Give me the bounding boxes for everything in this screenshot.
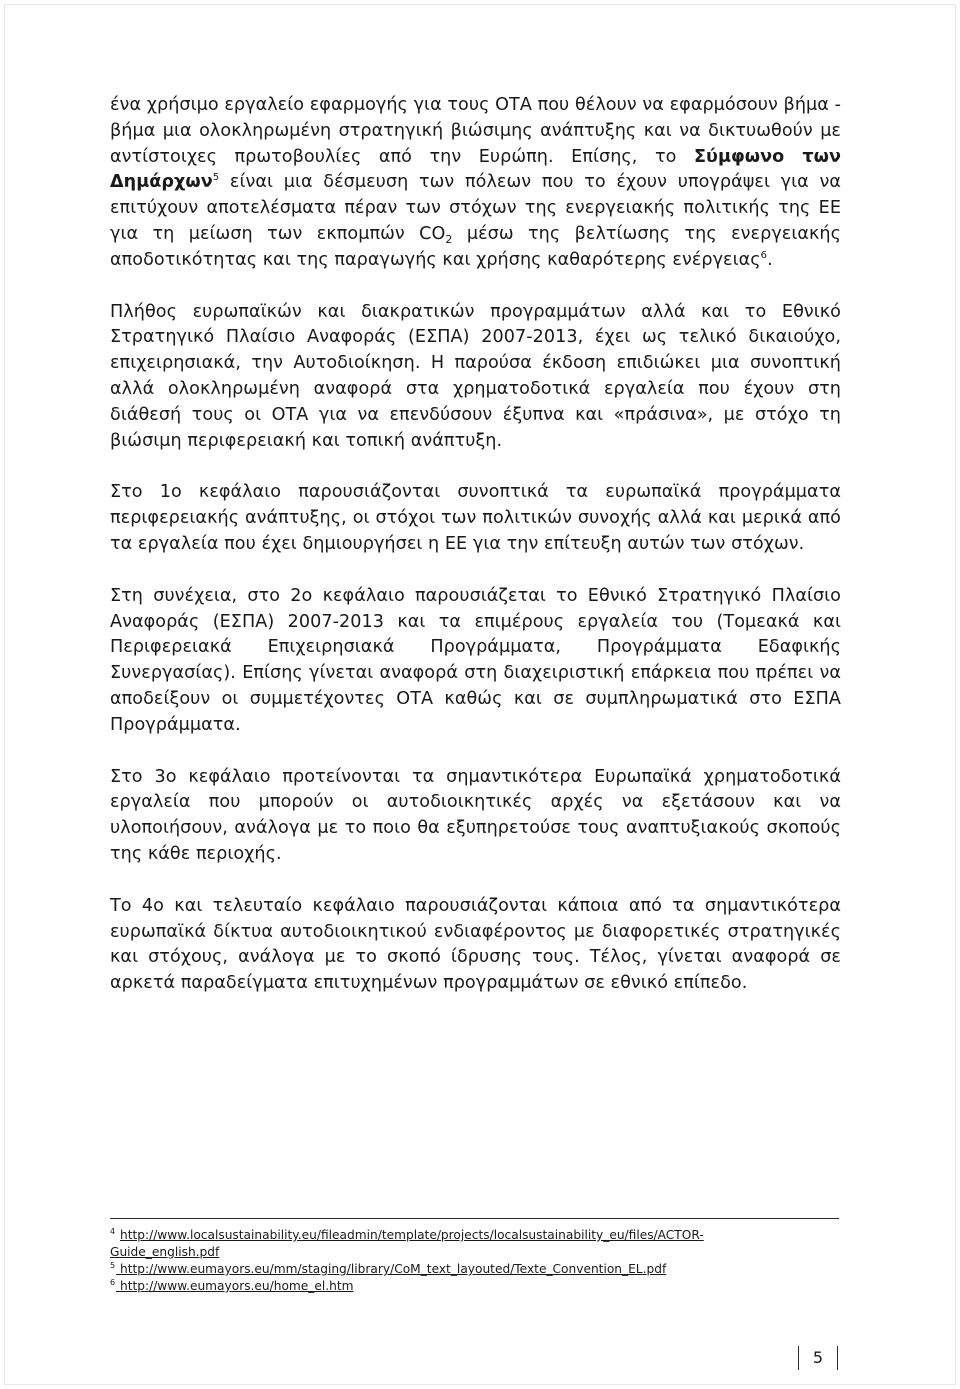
paragraph-1-text-a: ένα χρήσιμο εργαλείο εφαρμογής για τους ΟΤΑ που θέλουν να εφαρμόσουν βήμα - βήμα μια ολοκληρωμένη στρατηγική βιώσιμης ανάπτυξης και να δικτυωθούν με αντίστοιχες πρωτοβουλίες από την Ευρώπη. Επίσης, το — [110, 95, 841, 167]
paragraph-1 — [110, 93, 841, 274]
footnote-5 — [110, 1261, 810, 1278]
footnotes — [110, 1227, 810, 1295]
paragraph-1-text-d: . — [767, 249, 773, 270]
footnote-4-link[interactable]: http://www.localsustainability.eu/fileadmin/template/projects/localsustainability_eu/files/ACTOR-Guide_english.pdf — [110, 1228, 704, 1259]
paragraph-2: Πλήθος ευρωπαϊκών και διακρατικών προγραμμάτων αλλά και το Εθνικό Στρατηγικό Πλαίσιο Αναφοράς (ΕΣΠΑ) 2007-2013, έχει ως τελικό δικαιούχο, επιχειρησιακά, την Αυτοδιοίκηση. Η παρούσα έκδοση επιδιώκει μια συνοπτική αλλά ολοκληρωμένη αναφορά στα χρηματοδοτικά εργαλεία που έχουν στη διάθεσή τους οι ΟΤΑ για να επενδύσουν έξυπνα και «πράσινα», με στόχο τη βιώσιμη περιφερειακή και τοπική ανάπτυξη. — [110, 301, 841, 451]
covenant-of-mayors-term: Σύμφωνο των Δημάρχων — [110, 146, 841, 193]
paragraph-6: Το 4ο και τελευταίο κεφάλαιο παρουσιάζονται κάποια από τα σημαντικότερα ευρωπαϊκά δίκτυα αυτοδιοικητικού ενδιαφέροντος με διαφορετικές στρατηγικές και στόχους, ανάλογα με το σκοπό ίδρυσης τους. Τέλος, γίνεται αναφορά σε αρκετά παραδείγματα επιτυχημένων προγραμμάτων σε εθνικό επίπεδο. — [110, 895, 841, 994]
footnote-5-link[interactable]: http://www.eumayors.eu/mm/staging/library/CoM_text_layouted/Texte_Convention_EL.pdf — [116, 1262, 667, 1276]
paragraph-1-text-c: μέσω της βελτίωσης της ενεργειακής αποδοτικότητας και της παραγωγής και χρήσης καθαρότερης ενέργειας — [110, 223, 841, 270]
page-number: 5 — [798, 1346, 838, 1370]
co2-subscript: 2 — [445, 232, 453, 246]
footnote-separator — [110, 1218, 839, 1219]
paragraph-3: Στο 1ο κεφάλαιο παρουσιάζονται συνοπτικά τα ευρωπαϊκά προγράμματα περιφερειακής ανάπτυξης, οι στόχοι των πολιτικών συνοχής αλλά και μερικά από τα εργαλεία που έχει δημιουργήσει η ΕΕ για την επίτευξη αυτών των στόχων. — [110, 482, 841, 554]
footnote-4-number: 4 — [110, 1227, 116, 1236]
paragraph-1-text-b: είναι μια δέσμευση των πόλεων που το έχουν υπογράψει για να επιτύχουν αποτελέσματα πέραν των στόχων της ενεργειακής πολιτικής της ΕΕ για τη μείωση των εκπομπών CO — [110, 172, 841, 244]
paragraph-5: Στο 3ο κεφάλαιο προτείνονται τα σημαντικότερα Ευρωπαϊκά χρηματοδοτικά εργαλεία που μπορούν οι αυτοδιοικητικές αρχές να εξετάσουν και να υλοποιήσουν, ανάλογα με το ποιο θα εξυπηρετούσε τους αναπτυξιακούς σκοπούς της κάθε περιοχής. — [110, 766, 841, 864]
paragraph-4: Στη συνέχεια, στο 2ο κεφάλαιο παρουσιάζεται το Εθνικό Στρατηγικό Πλαίσιο Αναφοράς (ΕΣΠΑ) 2007-2013 και τα επιμέρους εργαλεία του (Τομεακά και Περιφερειακά Επιχειρησιακά Προγράμματα, Προγράμματα Εδαφικής Συνεργασίας). Επίσης γίνεται αναφορά στη διαχειριστική επάρκεια που πρέπει να αποδείξουν οι συμμετέχοντες ΟΤΑ καθώς και σε συμπληρωματικά στο ΕΣΠΑ Προγράμματα. — [110, 585, 841, 735]
footnote-ref-5[interactable]: 5 — [212, 172, 220, 184]
footnote-4 — [110, 1227, 810, 1261]
footnote-5-number: 5 — [110, 1261, 116, 1270]
body-text — [110, 93, 841, 1023]
footnote-ref-6[interactable]: 6 — [760, 249, 768, 261]
footnote-6-link[interactable]: http://www.eumayors.eu/home_el.htm — [116, 1279, 354, 1293]
footnote-6-number: 6 — [110, 1278, 116, 1287]
footnote-6 — [110, 1278, 810, 1295]
